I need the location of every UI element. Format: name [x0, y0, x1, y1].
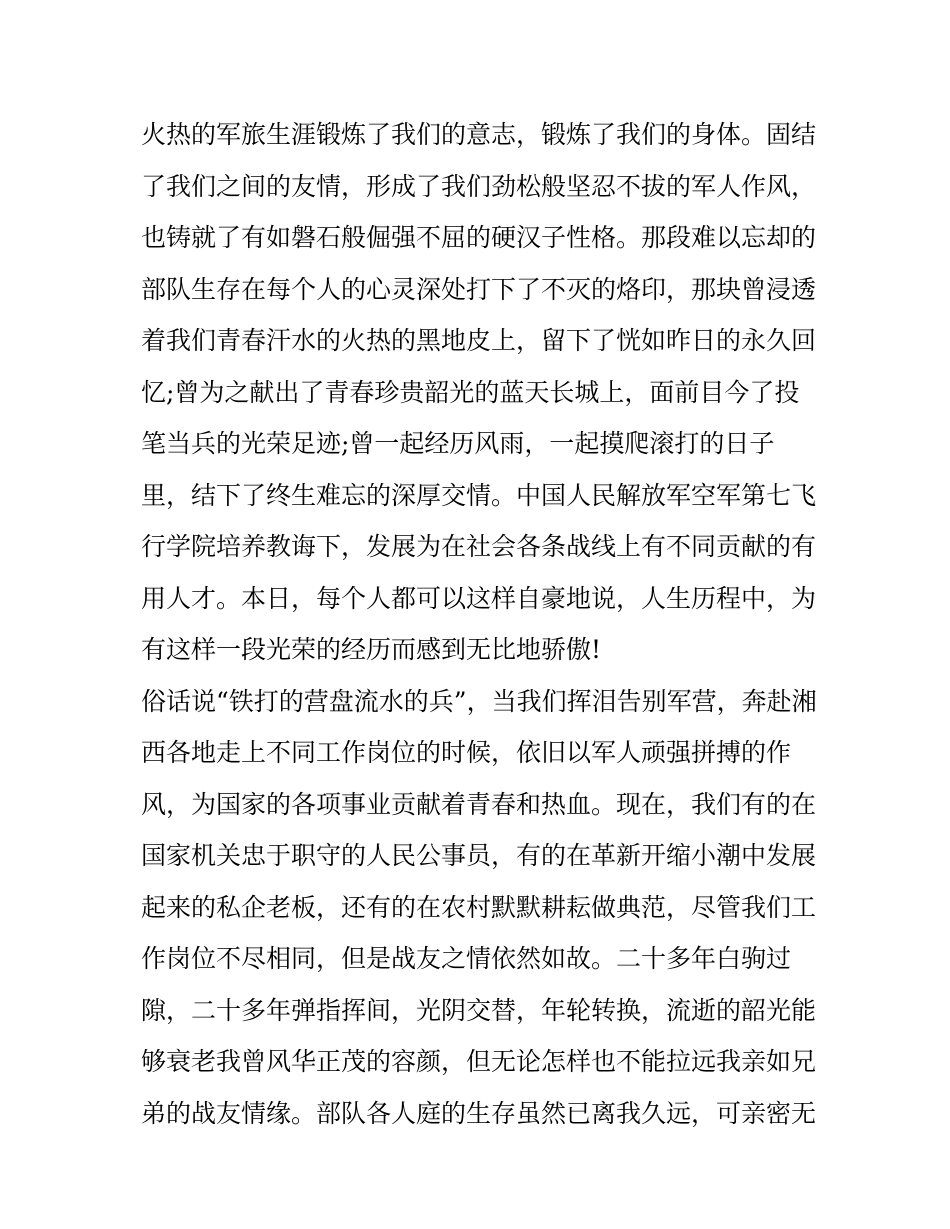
- text-line: 国家机关忠于职守的人民公事员，有的在革新开缩小潮中发展: [141, 841, 817, 870]
- text-line: 起来的私企老板，还有的在农村默默耕耘做典范，尽管我们工: [141, 892, 817, 922]
- text-line: 部队生存在每个人的心灵深处打下了不灭的烙印，那块曾浸透: [141, 274, 817, 304]
- text-line: 笔当兵的光荣足迹;曾一起经历风雨，一起摸爬滚打的日子: [141, 429, 775, 458]
- text-line: 忆;曾为之献出了青春珍贵韶光的蓝天长城上，面前目今了投: [141, 377, 800, 407]
- text-line: 够衰老我曾风华正茂的容颜，但无论怎样也不能拉远我亲如兄: [141, 1047, 817, 1076]
- text-line: 隙，二十多年弹指挥间，光阴交替，年轮转换，流逝的韶光能: [141, 995, 817, 1025]
- text-line: 火热的军旅生涯锻炼了我们的意志，锻炼了我们的身体。固结: [141, 120, 817, 149]
- text-line: 作岗位不尽相同，但是战友之情依然如故。二十多年白驹过: [141, 944, 792, 973]
- text-line: 俗话说“铁打的营盘流水的兵”，当我们挥泪告别军营，奔赴湘: [141, 686, 817, 716]
- text-line: 弟的战友情缘。部队各人庭的生存虽然已离我久远，可亲密无: [141, 1098, 817, 1128]
- text-line: 也铸就了有如磐石般倔强不屈的硬汉子性格。那段难以忘却的: [141, 223, 817, 252]
- text-line: 里，结下了终生难忘的深厚交情。中国人民解放军空军第七飞: [141, 480, 817, 510]
- text-line: 用人才。本日，每个人都可以这样自豪地说，人生历程中，为: [141, 583, 817, 613]
- text-line: 着我们青春汗水的火热的黑地皮上，留下了恍如昨日的永久回: [141, 326, 817, 355]
- text-line: 有这样一段光荣的经历而感到无比地骄傲!: [141, 635, 602, 664]
- body-text: [141, 109, 821, 1139]
- text-line: 西各地走上不同工作岗位的时候，依旧以军人顽强拼搏的作: [141, 738, 792, 767]
- text-line: 风，为国家的各项事业贡献着青春和热血。现在，我们有的在: [141, 789, 817, 819]
- text-line: 行学院培养教诲下，发展为在社会各条战线上有不同贡献的有: [141, 532, 817, 561]
- text-line: 了我们之间的友情，形成了我们劲松般坚忍不拔的军人作风，: [141, 171, 817, 201]
